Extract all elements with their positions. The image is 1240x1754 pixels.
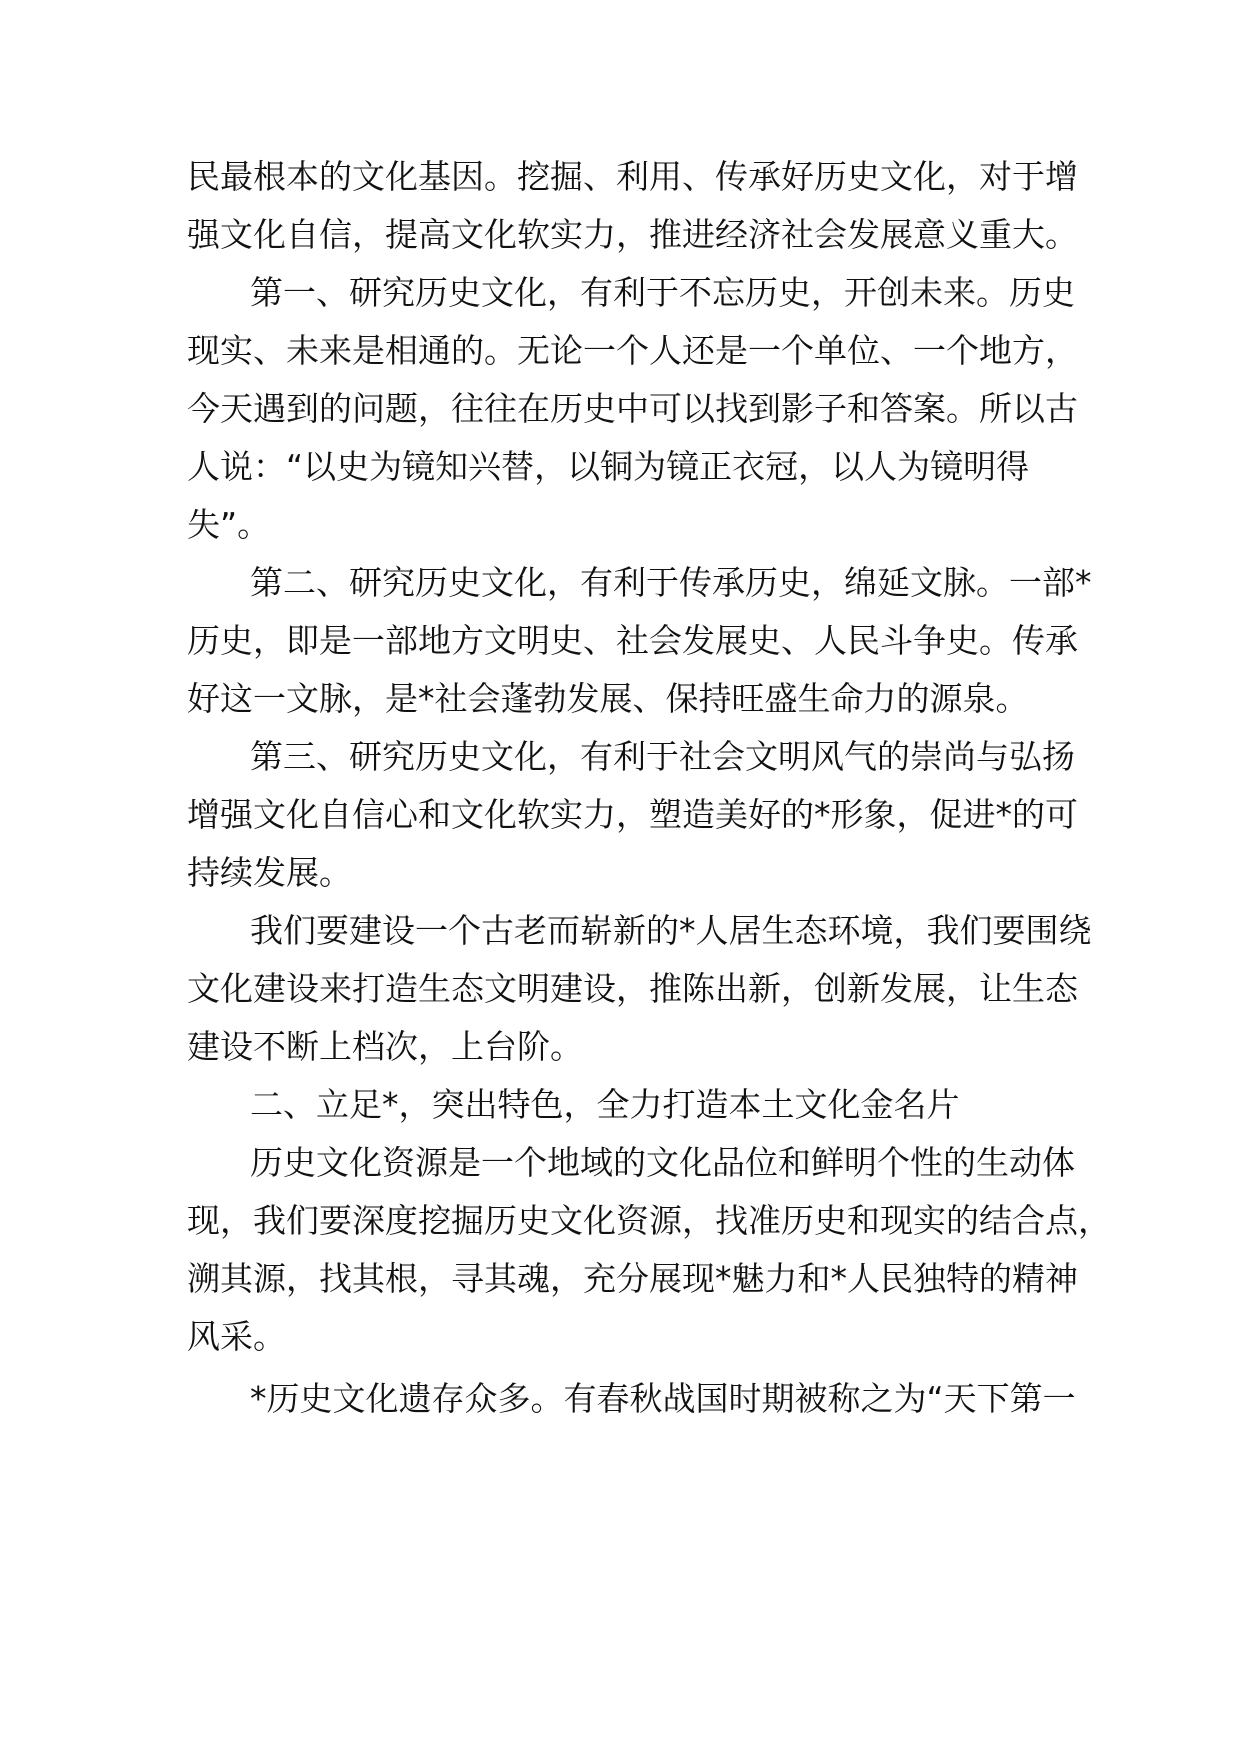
text-line: 增强文化自信心和文化软实力，塑造美好的*形象，促进*的可 [187, 795, 1078, 834]
text-line: 现实、未来是相通的。无论一个人还是一个单位、一个地方， [187, 331, 1078, 370]
paragraph-start-line: 第三、研究历史文化，有利于社会文明风气的崇尚与弘扬 [250, 737, 1075, 776]
text-line: 文化建设来打造生态文明建设，推陈出新，创新发展，让生态 [187, 969, 1078, 1008]
text-line: 现，我们要深度挖掘历史文化资源，找准历史和现实的结合点， [187, 1201, 1111, 1240]
paragraph-start-line: 我们要建设一个古老而崭新的*人居生态环境，我们要围绕 [250, 911, 1092, 950]
section-heading: 二、立足*，突出特色，全力打造本土文化金名片 [250, 1085, 960, 1124]
text-line: 建设不断上档次，上台阶。 [187, 1027, 583, 1066]
text-line: 今天遇到的问题，往往在历史中可以找到影子和答案。所以古 [187, 389, 1078, 428]
text-line: 好这一文脉，是*社会蓬勃发展、保持旺盛生命力的源泉。 [187, 679, 1029, 718]
text-line: 民最根本的文化基因。挖掘、利用、传承好历史文化，对于增 [187, 157, 1078, 196]
paragraph-start-line: 历史文化资源是一个地域的文化品位和鲜明个性的生动体 [250, 1143, 1075, 1182]
text-line: 失”。 [187, 505, 271, 544]
text-line: 风采。 [187, 1317, 286, 1356]
paragraph-start-line: 第一、研究历史文化，有利于不忘历史，开创未来。历史 [250, 273, 1075, 312]
paragraph-start-line: 第二、研究历史文化，有利于传承历史，绵延文脉。一部* [250, 563, 1092, 602]
paragraph-start-line: *历史文化遗存众多。有春秋战国时期被称之为“天下第一 [250, 1379, 1076, 1418]
text-line: 持续发展。 [187, 853, 352, 892]
text-line: 人说：“以史为镜知兴替，以铜为镜正衣冠，以人为镜明得 [187, 447, 1030, 486]
text-line: 溯其源，找其根，寻其魂，充分展现*魅力和*人民独特的精神 [187, 1259, 1078, 1298]
text-line: 历史，即是一部地方文明史、社会发展史、人民斗争史。传承 [187, 621, 1078, 660]
text-line: 强文化自信，提高文化软实力，推进经济社会发展意义重大。 [187, 215, 1078, 254]
